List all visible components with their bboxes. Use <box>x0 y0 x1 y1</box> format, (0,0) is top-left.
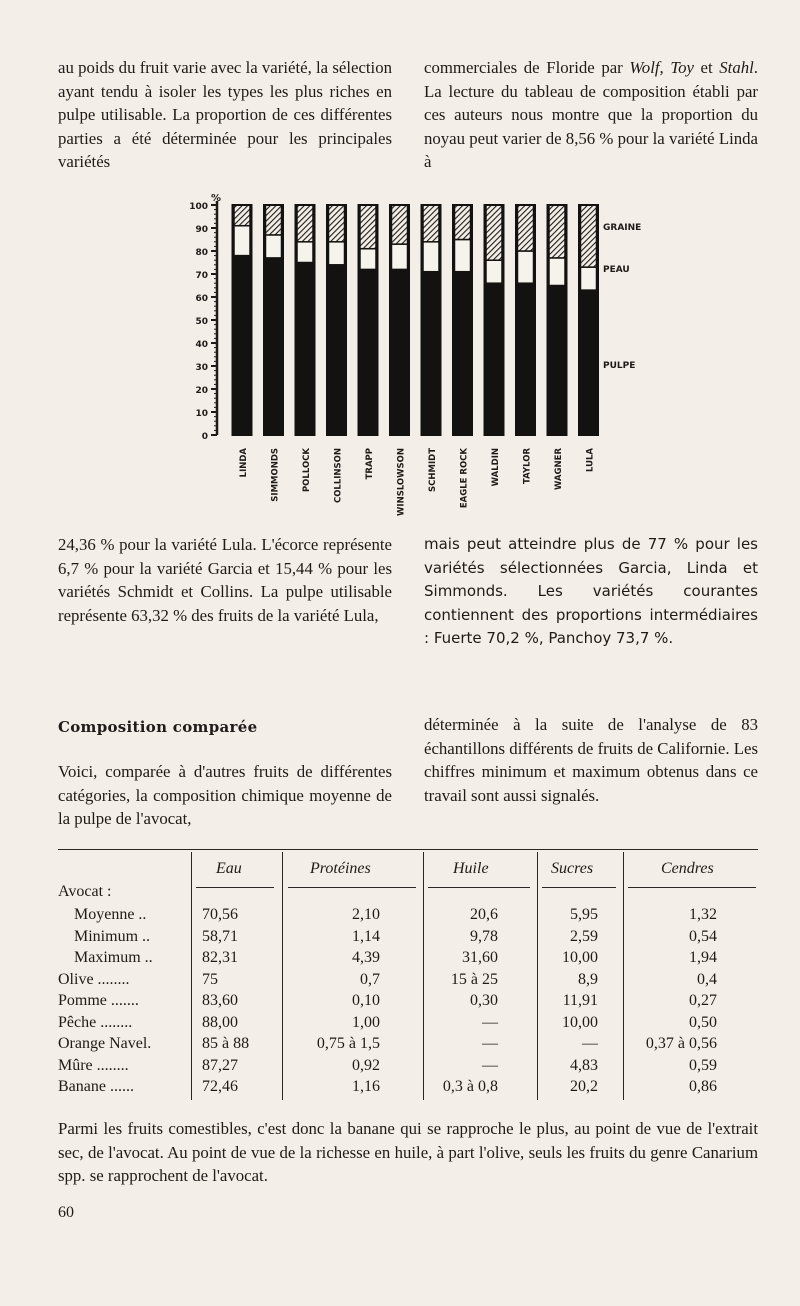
category-label: SIMMONDS <box>270 448 281 502</box>
table-cell: 0,37 à 0,56 <box>645 1035 717 1052</box>
row-label: Olive ........ <box>58 970 130 988</box>
section-title: Composition comparée <box>58 718 258 736</box>
column-header-sucres: Sucres <box>551 860 594 877</box>
header-underline <box>428 887 530 888</box>
table-cell: 58,71 <box>202 927 238 945</box>
table-cell: 0,86 <box>689 1078 717 1095</box>
category-label: TRAPP <box>365 448 375 480</box>
table-cell: 1,00 <box>352 1013 380 1031</box>
y-tick-label: 60 <box>195 294 208 304</box>
table-cell: 1,32 <box>689 906 717 923</box>
table-cell: 0,54 <box>689 927 717 945</box>
text-fragment: et <box>693 58 720 77</box>
row-label: Maximum .. <box>74 949 153 966</box>
row-label: Pêche ........ <box>58 1013 133 1031</box>
section-left-paragraph: Voici, comparée à d'autres fruits de différentes catégories, la composition chimique moyenne de la pulpe de l'avocat, <box>58 762 392 828</box>
table-cell: 10,00 <box>562 949 598 966</box>
row-label: Mûre ........ <box>58 1056 129 1074</box>
category-label: LULA <box>585 448 596 473</box>
y-tick-label: 100 <box>189 202 208 212</box>
bar-graine <box>423 205 439 242</box>
bar-pulpe <box>453 272 472 435</box>
table-cell: 4,39 <box>352 949 380 966</box>
bar-graine <box>486 205 502 260</box>
bar-peau <box>518 251 534 283</box>
bar-pulpe <box>516 283 535 435</box>
mid-left-paragraph: 24,36 % pour la variété Lula. L'écorce représente 6,7 % pour la variété Garcia et 15,44 % pour les variétés Schmidt et Collins. La pulpe utilisable représente 63,32 % des fruits de la variété Lula, <box>58 535 392 625</box>
bar-graine <box>329 205 345 242</box>
table-cell: 87,27 <box>202 1056 238 1074</box>
section-right-paragraph: déterminée à la suite de l'analyse de 83 échantillons différents de fruits de Californie. Les chiffres minimum et maximum obtenus dans ce travail sont aussi signalés. <box>424 715 758 805</box>
column-header-proteines: Protéines <box>310 860 371 877</box>
top-left-paragraph: au poids du fruit varie avec la variété, la sélection ayant tendu à isoler les types les plus riches en pulpe utilisable. La proportion de ces différentes parties a été déterminée pour les principales variétés <box>58 58 392 171</box>
y-tick-label: 80 <box>195 248 208 258</box>
table-cell: 1,16 <box>352 1078 380 1095</box>
bar-peau <box>297 242 313 263</box>
table-cell: 31,60 <box>462 949 498 966</box>
column-header-eau: Eau <box>216 860 242 877</box>
bar-pulpe <box>296 263 315 436</box>
table-cell: 8,9 <box>578 970 598 988</box>
bar-graine <box>234 205 250 226</box>
bar-peau <box>423 242 439 272</box>
category-label: WAGNER <box>554 448 564 491</box>
bar-pulpe <box>359 269 378 435</box>
column-header-cendres: Cendres <box>661 860 714 877</box>
table-cell: 20,2 <box>570 1078 598 1095</box>
y-tick-label: 20 <box>195 386 208 396</box>
y-tick-label: 0 <box>201 432 208 442</box>
bar-peau <box>455 240 471 272</box>
bar-graine <box>549 205 565 258</box>
y-unit-label: % <box>211 193 222 204</box>
table-cell: 4,83 <box>570 1056 598 1074</box>
table-cell: 20,6 <box>470 906 498 923</box>
table-cell: — <box>482 1013 498 1031</box>
bar-pulpe <box>422 272 441 435</box>
bar-peau <box>392 244 408 269</box>
avocado-variety-composition-chart <box>0 0 800 520</box>
table-cell: 2,10 <box>352 906 380 923</box>
header-underline <box>196 887 274 888</box>
legend-pulpe-label: PULPE <box>603 361 636 371</box>
category-label: LINDA <box>239 448 249 478</box>
table-cell: — <box>482 1056 498 1074</box>
row-label: Moyenne .. <box>74 906 147 923</box>
category-label: WALDIN <box>491 448 501 487</box>
header-underline <box>628 887 756 888</box>
y-tick-label: 50 <box>195 317 208 327</box>
table-cell: 0,4 <box>697 970 717 988</box>
bar-graine <box>297 205 313 242</box>
bar-pulpe <box>327 265 346 435</box>
table-cell: 1,94 <box>689 949 717 966</box>
bar-peau <box>360 249 376 270</box>
bar-peau <box>549 258 565 286</box>
table-cell: 1,14 <box>352 927 380 945</box>
table-cell: 11,91 <box>562 992 598 1009</box>
text-fragment: commerciales de Floride par <box>424 58 630 77</box>
category-label: COLLINSON <box>333 448 344 504</box>
table-cell: 72,46 <box>202 1078 238 1095</box>
bar-pulpe <box>579 290 598 435</box>
bar-graine <box>266 205 282 235</box>
table-cell: 0,10 <box>352 992 380 1009</box>
author-names: Stahl <box>719 58 754 77</box>
group-label: Avocat : <box>58 883 112 900</box>
legend-graine-label: GRAINE <box>603 223 642 233</box>
category-label: SCHMIDT <box>428 448 438 492</box>
y-tick-label: 40 <box>195 340 208 350</box>
table-cell: 75 <box>202 970 218 988</box>
bar-peau <box>486 260 502 283</box>
table-cell: 88,00 <box>202 1013 238 1031</box>
bottom-paragraph: Parmi les fruits comestibles, c'est donc la banane qui se rapproche le plus, au point de vue de l'extrait sec, de l'avocat. Au point de vue de la richesse en huile, à part l'olive, seuls les fruits du genre Canarium spp. se rapprochent de l'avocat. <box>58 1119 758 1185</box>
mid-right-paragraph: mais peut atteindre plus de 77 % pour les variétés sélectionnées Garcia, Linda et Simmonds. Les variétés courantes contiennent des proportions intermédiaires : Fuerte 70,2 %, Panchoy 73,7 %. <box>424 535 758 647</box>
page-number: 60 <box>58 1204 74 1221</box>
table-cell: 0,75 à 1,5 <box>316 1035 380 1052</box>
y-tick-label: 70 <box>195 271 208 281</box>
table-divider <box>623 852 624 1100</box>
bar-pulpe <box>264 258 283 435</box>
table-cell: 83,60 <box>202 992 238 1009</box>
header-underline <box>542 887 616 888</box>
table-cell: 82,31 <box>202 949 238 966</box>
table-cell: 15 à 25 <box>450 970 498 988</box>
table-cell: 0,50 <box>689 1013 717 1031</box>
author-names: Wolf, Toy <box>629 58 694 77</box>
table-cell: 0,3 à 0,8 <box>442 1078 498 1095</box>
category-label: EAGLE ROCK <box>459 448 470 509</box>
table-cell: — <box>582 1035 598 1052</box>
table-cell: 0,59 <box>689 1056 717 1074</box>
y-tick-label: 30 <box>195 363 208 373</box>
table-cell: 85 à 88 <box>202 1035 250 1052</box>
bar-graine <box>581 205 597 267</box>
table-divider <box>191 852 192 1100</box>
y-tick-label: 90 <box>195 225 208 235</box>
table-cell: 5,95 <box>570 906 598 923</box>
table-cell: 0,27 <box>689 992 717 1009</box>
table-cell: 10,00 <box>562 1013 598 1031</box>
bar-pulpe <box>485 283 504 435</box>
table-cell: — <box>482 1035 498 1052</box>
table-divider <box>282 852 283 1100</box>
table-top-rule <box>58 849 758 850</box>
bar-graine <box>392 205 408 244</box>
row-label: Pomme ....... <box>58 992 139 1009</box>
bar-graine <box>360 205 376 249</box>
row-label: Banane ...... <box>58 1078 134 1095</box>
bar-peau <box>581 267 597 290</box>
table-divider <box>537 852 538 1100</box>
table-cell: 9,78 <box>470 927 498 945</box>
bar-graine <box>455 205 471 240</box>
column-header-huile: Huile <box>453 860 489 877</box>
bar-pulpe <box>548 286 567 436</box>
row-label: Orange Navel. <box>58 1035 152 1052</box>
category-label: TAYLOR <box>522 448 533 484</box>
legend-peau-label: PEAU <box>603 265 630 275</box>
bar-peau <box>266 235 282 258</box>
table-cell: 0,7 <box>360 970 380 988</box>
bar-graine <box>518 205 534 251</box>
table-divider <box>423 852 424 1100</box>
category-label: WINSLOWSON <box>396 448 407 516</box>
bar-pulpe <box>390 269 409 435</box>
row-label: Minimum .. <box>74 927 151 945</box>
table-cell: 0,30 <box>470 992 498 1009</box>
table-cell: 0,92 <box>352 1056 380 1074</box>
bar-peau <box>234 226 250 256</box>
header-underline <box>288 887 416 888</box>
text-fragment: . La lecture du tableau de composition établi par ces auteurs nous montre que la proportion du noyau peut varier de 8,56 % pour la variété Linda à <box>424 58 758 171</box>
table-cell: 70,56 <box>202 906 238 923</box>
bar-peau <box>329 242 345 265</box>
y-tick-label: 10 <box>195 409 208 419</box>
category-label: POLLOCK <box>302 448 312 493</box>
table-cell: 2,59 <box>570 927 598 945</box>
bar-pulpe <box>233 256 252 435</box>
